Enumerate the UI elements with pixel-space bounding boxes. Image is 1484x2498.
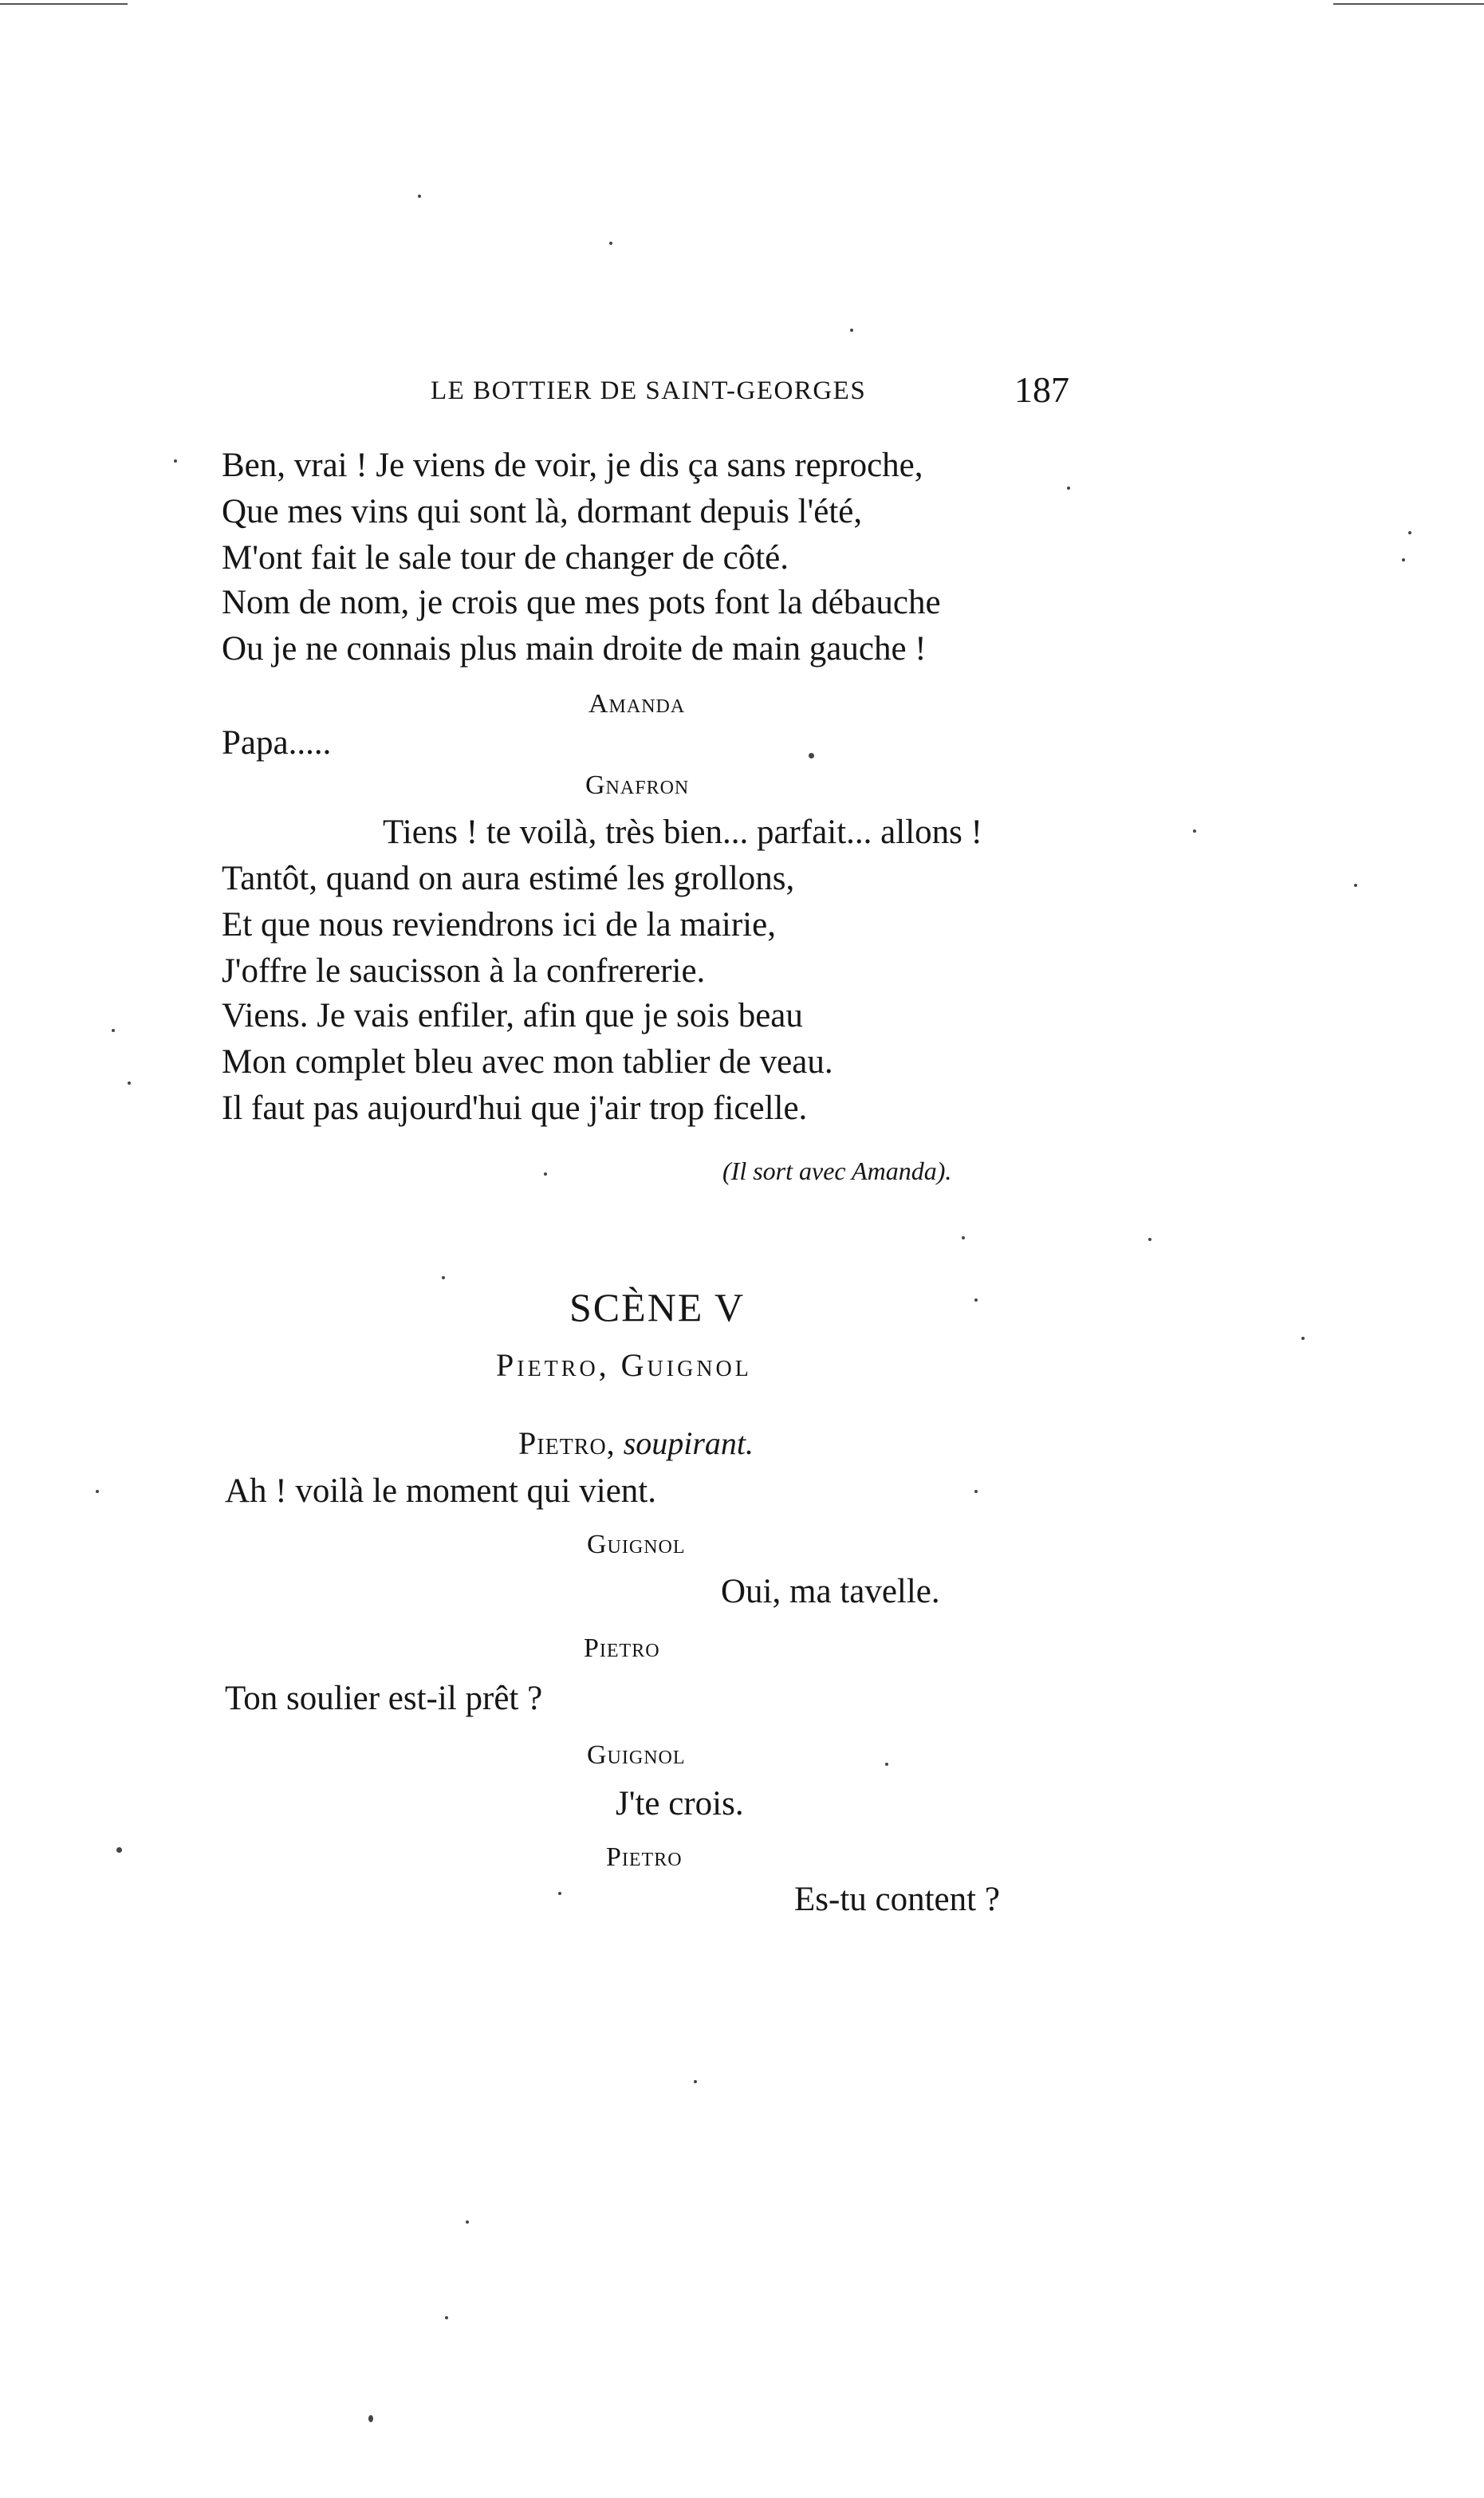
verse-line: Nom de nom, je crois que mes pots font la débauche xyxy=(222,584,941,621)
dialogue-line: Ah ! voilà le moment qui vient. xyxy=(225,1472,656,1510)
speaker-guignol: Guignol xyxy=(587,1740,686,1770)
scan-speck xyxy=(96,1490,99,1493)
scan-speck xyxy=(609,242,612,245)
top-left-edge-mark xyxy=(0,3,128,5)
scan-speck xyxy=(962,1236,965,1239)
verse-line: Ou je ne connais plus main droite de main gauche ! xyxy=(222,630,927,668)
scan-speck xyxy=(850,329,853,332)
verse-line: Viens. Je vais enfiler, afin que je sois beau xyxy=(222,997,803,1034)
scan-speck xyxy=(1193,829,1196,833)
verse-line: Tiens ! te voilà, très bien... parfait... allons ! xyxy=(383,814,982,851)
verse-line: Ben, vrai ! Je viens de voir, je dis ça sans reproche, xyxy=(222,447,923,484)
scan-speck xyxy=(1354,884,1357,887)
scan-speck xyxy=(1301,1337,1305,1340)
speaker-name: Pietro, xyxy=(518,1425,616,1461)
scan-speck xyxy=(418,195,421,198)
dialogue-line: Ton soulier est-il prêt ? xyxy=(225,1680,543,1717)
top-right-edge-mark xyxy=(1333,3,1484,5)
scan-speck xyxy=(1067,487,1070,490)
verse-line: Et que nous reviendrons ici de la mairie, xyxy=(222,906,776,944)
speaker-note: soupirant. xyxy=(623,1425,754,1461)
scan-speck xyxy=(128,1082,131,1085)
dialogue-line: Es-tu content ? xyxy=(794,1881,1000,1918)
scan-speck xyxy=(445,2316,448,2319)
speaker-guignol: Guignol xyxy=(587,1530,686,1559)
verse-line: Tantôt, quand on aura estimé les grollons, xyxy=(222,860,795,897)
scan-speck xyxy=(442,1276,445,1279)
scan-speck xyxy=(116,1847,122,1853)
verse-line: Que mes vins qui sont là, dormant depuis l'été, xyxy=(222,493,863,530)
scan-speck xyxy=(1402,558,1405,561)
scan-speck xyxy=(1408,531,1411,534)
stage-direction: (Il sort avec Amanda). xyxy=(722,1156,952,1185)
scan-speck xyxy=(544,1172,547,1176)
verse-line: Mon complet bleu avec mon tablier de veau. xyxy=(222,1043,833,1081)
dialogue-line: J'te crois. xyxy=(616,1785,744,1822)
scan-speck xyxy=(809,753,814,758)
running-title: LE BOTTIER DE SAINT-GEORGES xyxy=(431,376,867,405)
scan-speck xyxy=(558,1892,561,1895)
verse-line: M'ont fait le sale tour de changer de côté. xyxy=(222,539,789,577)
scan-speck xyxy=(174,459,177,463)
scan-speck xyxy=(885,1763,888,1766)
speaker-pietro: Pietro xyxy=(584,1633,660,1663)
page-number: 187 xyxy=(1014,369,1069,410)
speaker-amanda: Amanda xyxy=(588,689,686,719)
dialogue-line: Oui, ma tavelle. xyxy=(721,1573,940,1610)
scene-title: SCÈNE V xyxy=(569,1285,746,1330)
amanda-line: Papa..... xyxy=(222,724,332,762)
scan-speck xyxy=(974,1490,978,1493)
scan-speck xyxy=(1148,1238,1151,1241)
speaker-pietro: Pietro xyxy=(606,1842,683,1872)
scan-speck xyxy=(466,2220,469,2224)
verse-line: Il faut pas aujourd'hui que j'air trop ficelle. xyxy=(222,1089,808,1127)
scan-speck xyxy=(112,1029,115,1032)
scan-speck xyxy=(368,2415,373,2422)
scan-speck xyxy=(694,2080,697,2083)
scene-characters: Pietro, Guignol xyxy=(496,1347,752,1383)
speaker-pietro-soupirant xyxy=(518,1425,754,1461)
scan-speck xyxy=(974,1298,978,1302)
speaker-gnafron: Gnafron xyxy=(585,770,690,800)
verse-line: J'offre le saucisson à la confrererie. xyxy=(222,952,706,990)
